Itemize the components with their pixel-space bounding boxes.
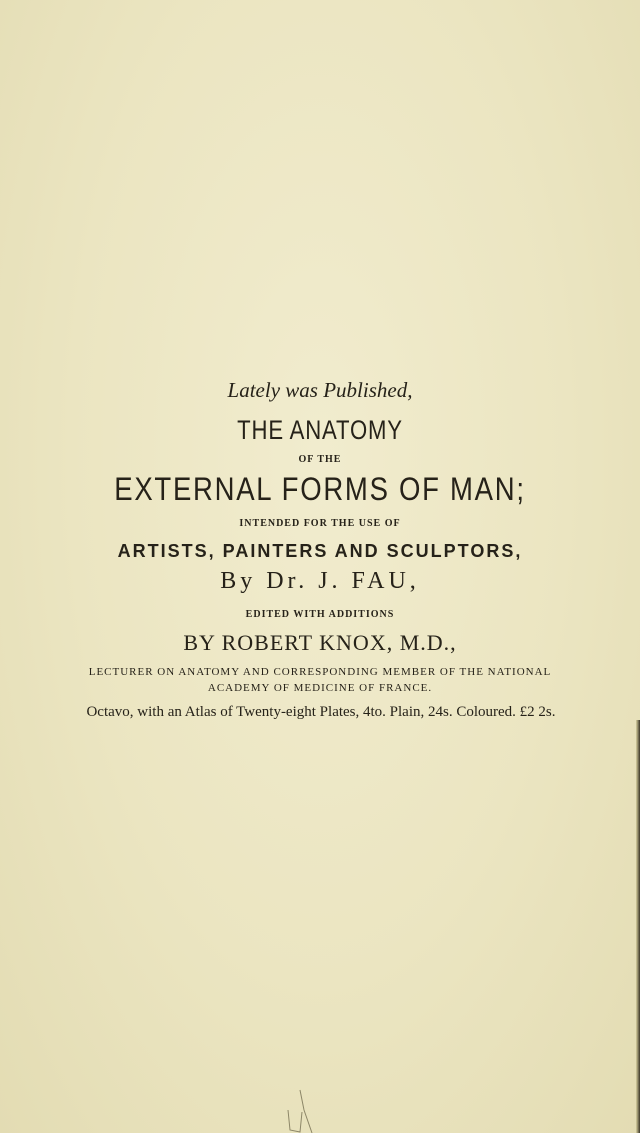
title-line-1: THE ANATOMY [237,415,403,445]
page-edge-shadow [636,720,640,1133]
pencil-mark-icon [280,1080,320,1133]
author-line: By Dr. J. FAU, [220,568,420,594]
title-of-the: OF THE [298,454,342,465]
advertisement-block [0,360,640,721]
editor-line: BY ROBERT KNOX, M.D., [183,630,457,655]
audience-text: ARTISTS, PAINTERS AND SCULPTORS, [117,541,523,561]
intended-for-text: INTENDED FOR THE USE OF [239,518,401,529]
format-and-price: Octavo, with an Atlas of Twenty-eight Plates, 4to. Plain, 24s. Coloured. £2 2s. [86,704,556,720]
edited-with-additions: EDITED WITH ADDITIONS [245,609,395,620]
title-line-2: EXTERNAL FORMS OF MAN; [114,471,526,507]
bleed-through-subtitle [0,325,640,359]
editor-credentials-line-2: ACADEMY OF MEDICINE OF FRANCE. [207,682,433,694]
editor-credentials-line-1: LECTURER ON ANATOMY AND CORRESPONDING MEMBER OF THE NATIONAL [88,666,552,678]
lately-published-heading: Lately was Published, [227,378,413,402]
bleed-through-title [0,160,640,227]
